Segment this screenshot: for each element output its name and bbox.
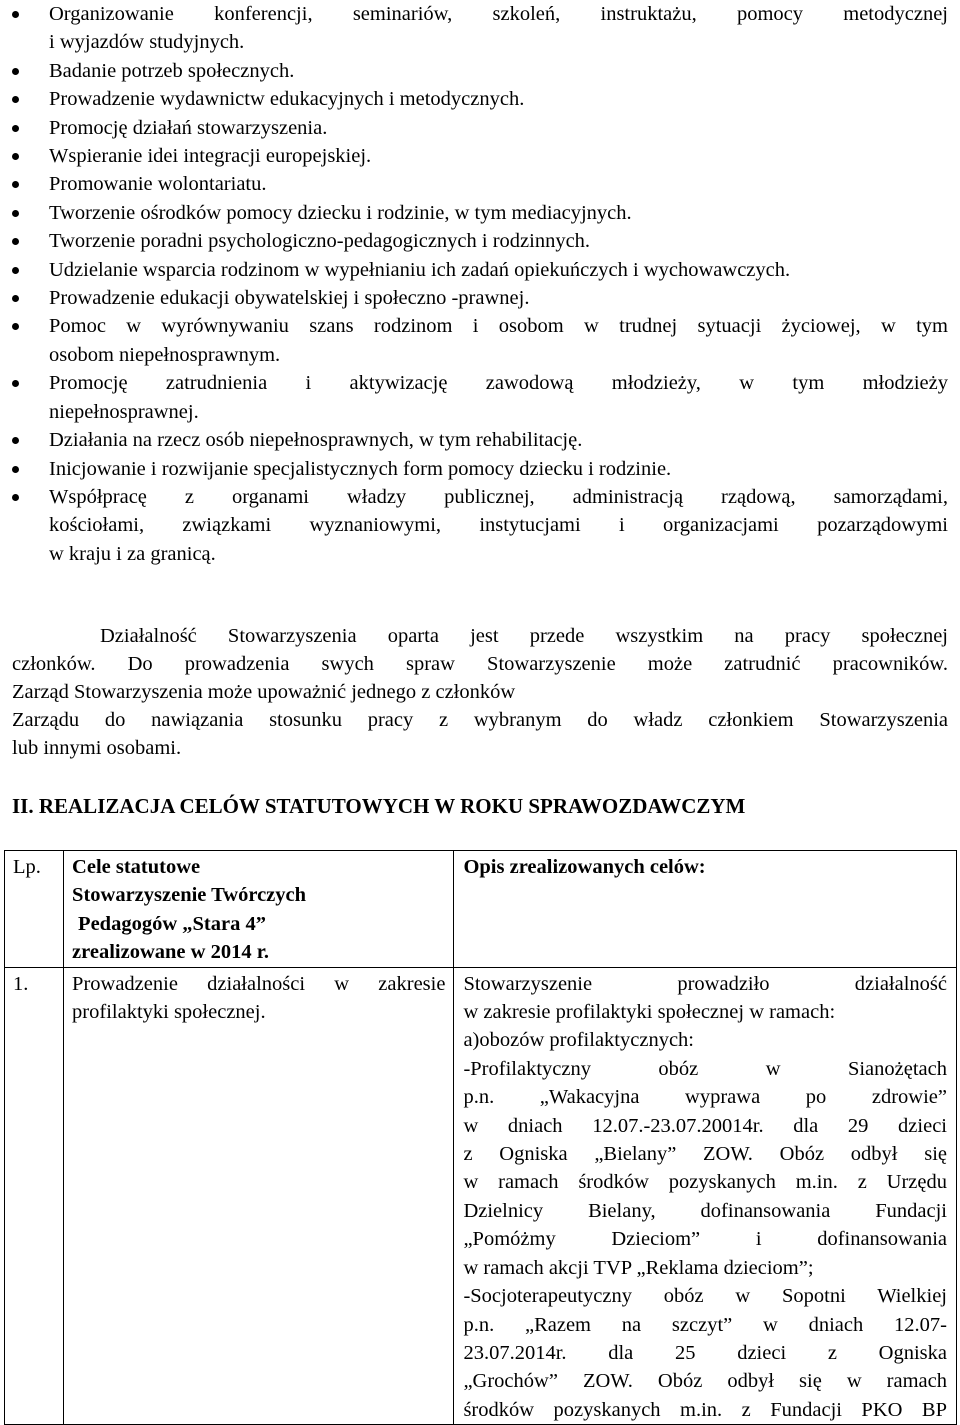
row-description-line: z Ogniska „Bielany” ZOW. Obóz odbył się: [463, 1143, 947, 1166]
bullet-dot-icon: [12, 323, 19, 330]
row-description-line: Dzielnicy Bielany, dofinansowania Fundacji: [463, 1199, 947, 1222]
row-description-line: „Pomóżmy Dzieciom” i dofinansowania: [463, 1228, 947, 1251]
bullet-item: [0, 57, 960, 85]
row-description-text: [454, 968, 956, 1425]
header-lp: [5, 851, 64, 968]
row-description-line: w ramach środków pozyskanych m.in. z Urzędu: [463, 1171, 947, 1194]
header-description-text: Opis zrealizowanych celów:: [463, 856, 706, 878]
bullet-item: [0, 455, 960, 483]
bullet-item: [0, 284, 960, 312]
bullet-dot-icon: [12, 295, 19, 302]
header-goals-line: Stowarzyszenie Twórczych: [72, 884, 307, 907]
bullet-text: niepełnosprawnej.: [49, 400, 199, 423]
row-description-line: środków pozyskanych m.in. z Fundacji PKO BP: [463, 1398, 947, 1421]
row-description-line: 23.07.2014r. dla 25 dzieci z Ogniska: [463, 1341, 947, 1364]
bullet-dot-icon: [12, 68, 19, 75]
bullet-item: [0, 199, 960, 227]
row-description-line: „Grochów” ZOW. Obóz odbył się w ramach: [463, 1370, 947, 1393]
row-description-line: a)obozów profilaktycznych:: [463, 1029, 694, 1052]
row-description-line: w ramach akcji TVP „Reklama dzieciom”;: [463, 1256, 814, 1279]
bullet-dot-icon: [12, 267, 19, 274]
bullet-item: [0, 426, 960, 454]
bullet-text: Tworzenie ośrodków pomocy dziecku i rodzinie, w tym mediacyjnych.: [49, 201, 632, 224]
bullet-text: Badanie potrzeb społecznych.: [49, 59, 295, 82]
paragraph-line: lub innymi osobami.: [12, 737, 182, 759]
row-description-line: w zakresie profilaktyki społecznej w ramach:: [463, 1001, 836, 1024]
header-goals-line: Pedagogów „Stara 4”: [78, 912, 266, 935]
header-goals-text: [64, 851, 453, 967]
header-lp-text: Lp.: [13, 856, 41, 878]
bullet-text: w kraju i za granicą.: [49, 542, 216, 565]
bullet-text: Promocję zatrudnienia i aktywizację zawodową młodzieży, w tym młodzieży: [49, 372, 948, 395]
bullet-text: Organizowanie konferencji, seminariów, szkoleń, instruktażu, pomocy metodycznej: [49, 3, 948, 25]
paragraph-line: Zarządu do nawiązania stosunku pracy z wybranym do władz członkiem Stowarzyszenia: [12, 709, 948, 731]
bullet-text: Prowadzenie edukacji obywatelskiej i społeczno -prawnej.: [49, 287, 530, 310]
bullet-item: [0, 483, 960, 568]
row-description-line: -Socjoterapeutyczny obóz w Sopotni Wielkiej: [463, 1285, 947, 1308]
bullet-text: Promowanie wolontariatu.: [49, 173, 267, 196]
bullet-text: Pomoc w wyrównywaniu szans rodzinom i osobom w trudnej sytuacji życiowej, w tym: [49, 315, 948, 338]
row-description-line: w dniach 12.07.-23.07.20014r. dla 29 dzieci: [463, 1114, 947, 1137]
bullet-dot-icon: [12, 238, 19, 245]
bullet-dot-icon: [12, 380, 19, 387]
bullet-item: [0, 170, 960, 198]
bullet-text: i wyjazdów studyjnych.: [49, 31, 245, 54]
bullet-dot-icon: [12, 494, 19, 501]
bullet-dot-icon: [12, 181, 19, 188]
header-description: [454, 851, 957, 968]
header-goals-line: Cele statutowe: [72, 856, 201, 878]
table-header-row: [5, 851, 957, 968]
row-goal: [64, 967, 454, 1425]
row-description-line: p.n. „Razem na szczyt” w dniach 12.07-: [463, 1313, 947, 1336]
row-goal-line: Prowadzenie działalności w zakresie: [72, 972, 446, 995]
paragraph-text: Działalność Stowarzyszenia oparta jest przede wszystkim na pracy społecznej: [100, 625, 948, 647]
bullet-text: osobom niepełnosprawnym.: [49, 343, 281, 366]
section-heading: II. REALIZACJA CELÓW STATUTOWYCH W ROKU SPRAWOZDAWCZYM: [12, 794, 746, 818]
bullet-dot-icon: [12, 96, 19, 103]
bullet-text: kościołami, związkami wyznaniowymi, instytucjami i organizacjami pozarządowymi: [49, 514, 948, 537]
bullet-item: [0, 227, 960, 255]
row-description-line: p.n. „Wakacyjna wyprawa po zdrowie”: [463, 1086, 947, 1109]
bullet-text: Udzielanie wsparcia rodzinom w wypełnianiu ich zadań opiekuńczych i wychowawczych.: [49, 258, 791, 281]
bullet-dot-icon: [12, 11, 19, 18]
bullet-text: Działania na rzecz osób niepełnosprawnych, w tym rehabilitację.: [49, 429, 583, 452]
bullet-text: Wspieranie idei integracji europejskiej.: [49, 145, 372, 168]
table-row: [5, 967, 957, 1425]
bullet-item: [0, 256, 960, 284]
paragraph-line: [12, 622, 948, 650]
bullet-text: Współpracę z organami władzy publicznej, administracją rządową, samorządami,: [49, 485, 948, 508]
bullet-text: Tworzenie poradni psychologiczno-pedagogicznych i rodzinnych.: [49, 230, 591, 253]
header-goals: [64, 851, 454, 968]
header-goals-line: zrealizowane w 2014 r.: [72, 941, 270, 964]
bullet-item: [0, 0, 960, 57]
bullet-dot-icon: [12, 125, 19, 132]
bullet-item: [0, 114, 960, 142]
paragraph-line: członków. Do prowadzenia swych spraw Stowarzyszenie może zatrudnić pracowników.: [12, 653, 948, 675]
bullet-text: Promocję działań stowarzyszenia.: [49, 116, 328, 139]
row-lp: [5, 967, 64, 1425]
row-goal-line: profilaktyki społecznej.: [72, 1001, 266, 1024]
row-lp-text: 1.: [13, 972, 29, 995]
bullet-dot-icon: [12, 466, 19, 473]
bullet-text: Prowadzenie wydawnictw edukacyjnych i metodycznych.: [49, 88, 525, 111]
bullet-item: [0, 369, 960, 426]
row-description: [454, 967, 957, 1425]
row-goal-text: [64, 968, 453, 1027]
row-description-line: Stowarzyszenie prowadziło działalność: [463, 972, 947, 995]
paragraph-line: Zarząd Stowarzyszenia może upoważnić jednego z członków: [12, 681, 516, 703]
bullet-dot-icon: [12, 210, 19, 217]
statutory-goals-table: [4, 850, 957, 1425]
statutory-goals-list: [0, 0, 960, 568]
row-description-line: -Profilaktyczny obóz w Sianożętach: [463, 1057, 947, 1080]
bullet-item: [0, 142, 960, 170]
bullet-item: [0, 85, 960, 113]
bullet-dot-icon: [12, 437, 19, 444]
bullet-text: Inicjowanie i rozwijanie specjalistycznych form pomocy dziecku i rodzinie.: [49, 457, 672, 480]
bullet-item: [0, 312, 960, 369]
bullet-dot-icon: [12, 153, 19, 160]
